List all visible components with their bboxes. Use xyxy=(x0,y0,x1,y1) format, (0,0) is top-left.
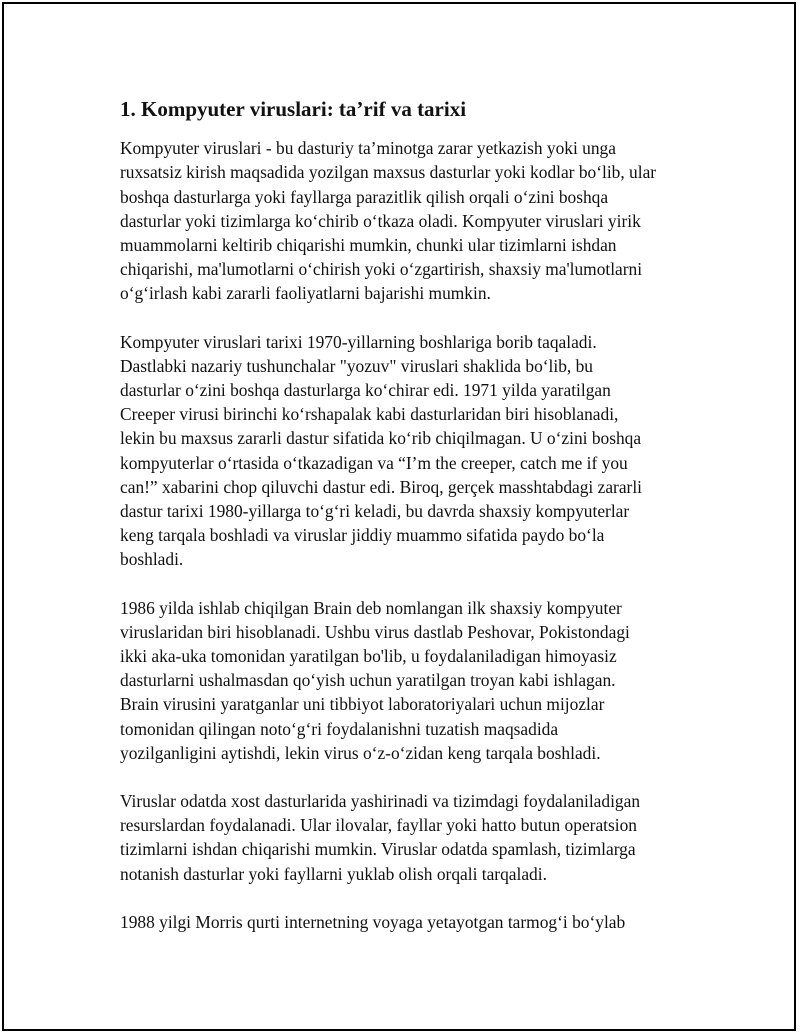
text-line: Kompyuter viruslari - bu dasturiy ta’minotga zarar yetkazish yoki unga xyxy=(120,138,616,159)
text-line: dasturlar yoki tizimlarga koʻchirib oʻtkaza oladi. Kompyuter viruslari yirik xyxy=(120,210,641,231)
text-line: Brain virusini yaratganlar uni tibbiyot laboratoriyalari uchun mijozlar xyxy=(120,694,605,715)
text-line: chiqarishi, ma'lumotlarni oʻchirish yoki oʻzgartirish, shaxsiy ma'lumotlarni xyxy=(120,259,643,280)
text-line: muammolarni keltirib chiqarishi mumkin, chunki ular tizimlarni ishdan xyxy=(120,235,617,255)
text-line: 1988 yilgi Morris qurti internetning voyaga yetayotgan tarmogʻi boʻylab xyxy=(120,911,626,932)
text-line: dasturlarni ushalmasdan qoʻyish uchun yaratilgan troyan kabi ishlagan. xyxy=(120,670,616,691)
paragraph-brain-virus xyxy=(120,596,720,765)
text-line: viruslaridan biri hisoblanadi. Ushbu virus dastlab Peshovar, Pokistondagi xyxy=(120,621,630,642)
text-line: ikki aka-uka tomonidan yaratilgan bo'lib, u foydalaniladigan himoyasiz xyxy=(120,646,617,667)
text-line: dasturlar oʻzini boshqa dasturlarga koʻchirar edi. 1971 yilda yaratilgan xyxy=(120,380,611,401)
text-line: oʻgʻirlash kabi zararli faoliyatlarni bajarishi mumkin. xyxy=(120,283,491,304)
paragraph-definition xyxy=(120,136,720,305)
text-line: tomonidan qilingan notoʻgʻri foydalanishni tuzatish maqsadida xyxy=(120,718,559,739)
text-line: boshqa dasturlarga yoki fayllarga parazitlik qilish orqali oʻzini boshqa xyxy=(120,186,609,207)
paragraph-morris-worm xyxy=(120,910,720,934)
paragraph-virus-spread xyxy=(120,789,720,886)
paragraph-history-origins xyxy=(120,330,720,572)
text-line: notanish dasturlar yoki fayllarni yuklab olish orqali tarqaladi. xyxy=(120,863,547,884)
text-line: ruxsatsiz kirish maqsadida yozilgan maxsus dasturlar yoki kodlar boʻlib, ular xyxy=(120,162,657,183)
document-body xyxy=(120,97,720,958)
text-line: dastur tarixi 1980-yillarga toʻgʻri keladi, bu davrda shaxsiy kompyuterlar xyxy=(120,501,630,522)
section-title: 1. Kompyuter viruslari: ta’rif va tarixi xyxy=(120,97,467,121)
text-line: lekin bu maxsus zararli dastur sifatida koʻrib chiqilmagan. U oʻzini boshqa xyxy=(120,428,642,449)
text-line: boshladi. xyxy=(120,549,184,570)
text-line: Dastlabki nazariy tushunchalar "yozuv" viruslari shaklida boʻlib, bu xyxy=(120,355,593,376)
text-line: kompyuterlar oʻrtasida oʻtkazadigan va “I’m the creeper, catch me if you xyxy=(120,452,628,473)
page-frame xyxy=(2,2,796,1031)
text-line: Kompyuter viruslari tarixi 1970-yillarning boshlariga borib taqaladi. xyxy=(120,331,597,352)
text-line: tizimlarni ishdan chiqarishi mumkin. Viruslar odatda spamlash, tizimlarga xyxy=(120,839,636,860)
text-line: can!” xabarini chop qiluvchi dastur edi. Biroq, gerçek masshtabdagi zararli xyxy=(120,476,643,497)
text-line: Viruslar odatda xost dasturlarida yashirinadi va tizimdagi foydalaniladigan xyxy=(120,791,641,812)
text-line: 1986 yilda ishlab chiqilgan Brain deb nomlangan ilk shaxsiy kompyuter xyxy=(120,597,622,618)
text-line: resurslardan foydalanadi. Ular ilovalar, fayllar yoki hatto butun operatsion xyxy=(120,815,637,836)
text-line: yozilganligini aytishdi, lekin virus oʻz-oʻzidan keng tarqala boshladi. xyxy=(120,742,601,763)
text-line: Creeper virusi birinchi koʻrshapalak kabi dasturlaridan biri hisoblanadi, xyxy=(120,404,619,425)
text-line: keng tarqala boshladi va viruslar jiddiy muammo sifatida paydo boʻla xyxy=(120,525,605,546)
